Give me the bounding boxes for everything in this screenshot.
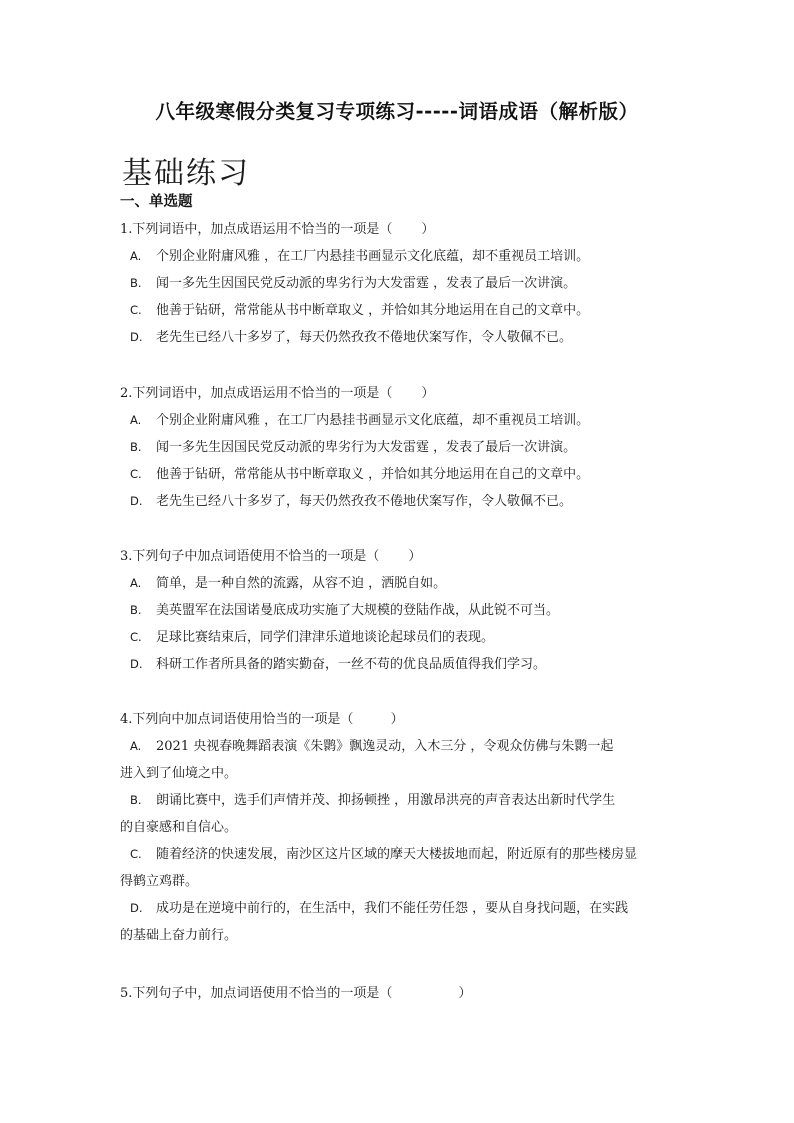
question-stem: 3.下列句子中加点词语使用不恰当的一项是（ ） xyxy=(120,549,422,564)
option-a xyxy=(120,733,680,787)
option-text: 成功是在逆境中前行的，在生活中，我们不能任劳任怨 ，要从自身找问题，在实践 xyxy=(156,901,629,916)
option-b xyxy=(120,597,680,624)
option-d xyxy=(120,895,680,949)
option-letter: B. xyxy=(130,793,142,807)
question-5 xyxy=(120,980,680,1007)
option-text-continued: 进入到了仙境之中。 xyxy=(120,766,238,781)
option-c xyxy=(120,461,680,488)
option-b xyxy=(120,270,680,297)
option-letter: B. xyxy=(130,440,142,454)
option-text: 美英盟军在法国诺曼底成功实施了大规模的登陆作战，从此锐不可当。 xyxy=(156,603,560,618)
option-text: 个别企业附庸风雅 ，在工厂内悬挂书画显示文化底蕴，却不重视员工培训。 xyxy=(156,249,590,264)
option-d xyxy=(120,651,680,678)
option-c xyxy=(120,624,680,651)
option-text-continued: 的基础上奋力前行。 xyxy=(120,928,238,943)
option-letter: D. xyxy=(130,657,143,671)
question-4 xyxy=(120,706,680,949)
option-text: 2021 央视春晚舞蹈表演《朱鹮》飘逸灵动，入木三分 ，令观众仿佛与朱鹮一起 xyxy=(156,739,614,754)
document-title: 八年级寒假分类复习专项练习-----词语成语（解析版） xyxy=(155,100,639,123)
option-letter: C. xyxy=(130,847,142,861)
option-a xyxy=(120,407,680,434)
option-text: 老先生已经八十多岁了，每天仍然孜孜不倦地伏案写作，令人敬佩不已。 xyxy=(156,330,573,345)
option-text: 他善于钻研，常常能从书中断章取义 ，并恰如其分地运用在自己的文章中。 xyxy=(156,467,590,482)
option-letter: A. xyxy=(130,413,142,427)
option-c xyxy=(120,297,680,324)
question-stem: 5.下列句子中，加点词语使用不恰当的一项是（ ） xyxy=(120,986,472,1001)
option-text: 闻一多先生因国民党反动派的卑劣行为大发雷霆 ，发表了最后一次讲演。 xyxy=(156,440,577,455)
option-text-continued: 得鹤立鸡群。 xyxy=(120,874,199,889)
section-heading: 基础练习 xyxy=(122,156,250,191)
option-c xyxy=(120,841,680,895)
option-letter: D. xyxy=(130,901,143,915)
option-text: 简单，是一种自然的流露，从容不迫 ，洒脱自如。 xyxy=(156,576,447,591)
option-d xyxy=(120,488,680,515)
option-text: 足球比赛结束后，同学们津津乐道地谈论起球员们的表现。 xyxy=(156,630,495,645)
option-text: 随着经济的快速发展，南沙区这片区域的摩天大楼拔地而起，附近原有的那些楼房显 xyxy=(156,847,638,862)
option-text: 朗诵比赛中，选手们声情并茂、抑扬顿挫 ，用激昂洪亮的声音表达出新时代学生 xyxy=(156,793,616,808)
option-letter: C. xyxy=(130,630,142,644)
option-letter: A. xyxy=(130,249,142,263)
option-a xyxy=(120,243,680,270)
option-b xyxy=(120,787,680,841)
option-letter: C. xyxy=(130,303,142,317)
question-stem: 1.下列词语中，加点成语运用不恰当的一项是（ ） xyxy=(120,222,435,237)
question-2 xyxy=(120,380,680,515)
subsection-heading: 一、单选题 xyxy=(120,194,193,210)
option-b xyxy=(120,434,680,461)
option-text: 老先生已经八十多岁了，每天仍然孜孜不倦地伏案写作，令人敬佩不已。 xyxy=(156,494,573,509)
option-a xyxy=(120,570,680,597)
question-3 xyxy=(120,543,680,678)
option-text: 科研工作者所具备的踏实勤奋，一丝不苟的优良品质值得我们学习。 xyxy=(156,657,547,672)
option-text-continued: 的自豪感和自信心。 xyxy=(120,820,238,835)
option-letter: C. xyxy=(130,467,142,481)
option-letter: B. xyxy=(130,276,142,290)
option-text: 闻一多先生因国民党反动派的卑劣行为大发雷霆 ，发表了最后一次讲演。 xyxy=(156,276,577,291)
question-stem: 2.下列词语中，加点成语运用不恰当的一项是（ ） xyxy=(120,386,435,401)
question-stem: 4.下列向中加点词语使用恰当的一项是（ ） xyxy=(120,712,404,727)
option-text: 个别企业附庸风雅 ，在工厂内悬挂书画显示文化底蕴，却不重视员工培训。 xyxy=(156,413,590,428)
option-text: 他善于钻研，常常能从书中断章取义 ，并恰如其分地运用在自己的文章中。 xyxy=(156,303,590,318)
option-letter: B. xyxy=(130,603,142,617)
option-letter: D. xyxy=(130,330,143,344)
option-d xyxy=(120,324,680,351)
option-letter: A. xyxy=(130,739,142,753)
option-letter: A. xyxy=(130,576,142,590)
question-1 xyxy=(120,216,680,351)
option-letter: D. xyxy=(130,494,143,508)
